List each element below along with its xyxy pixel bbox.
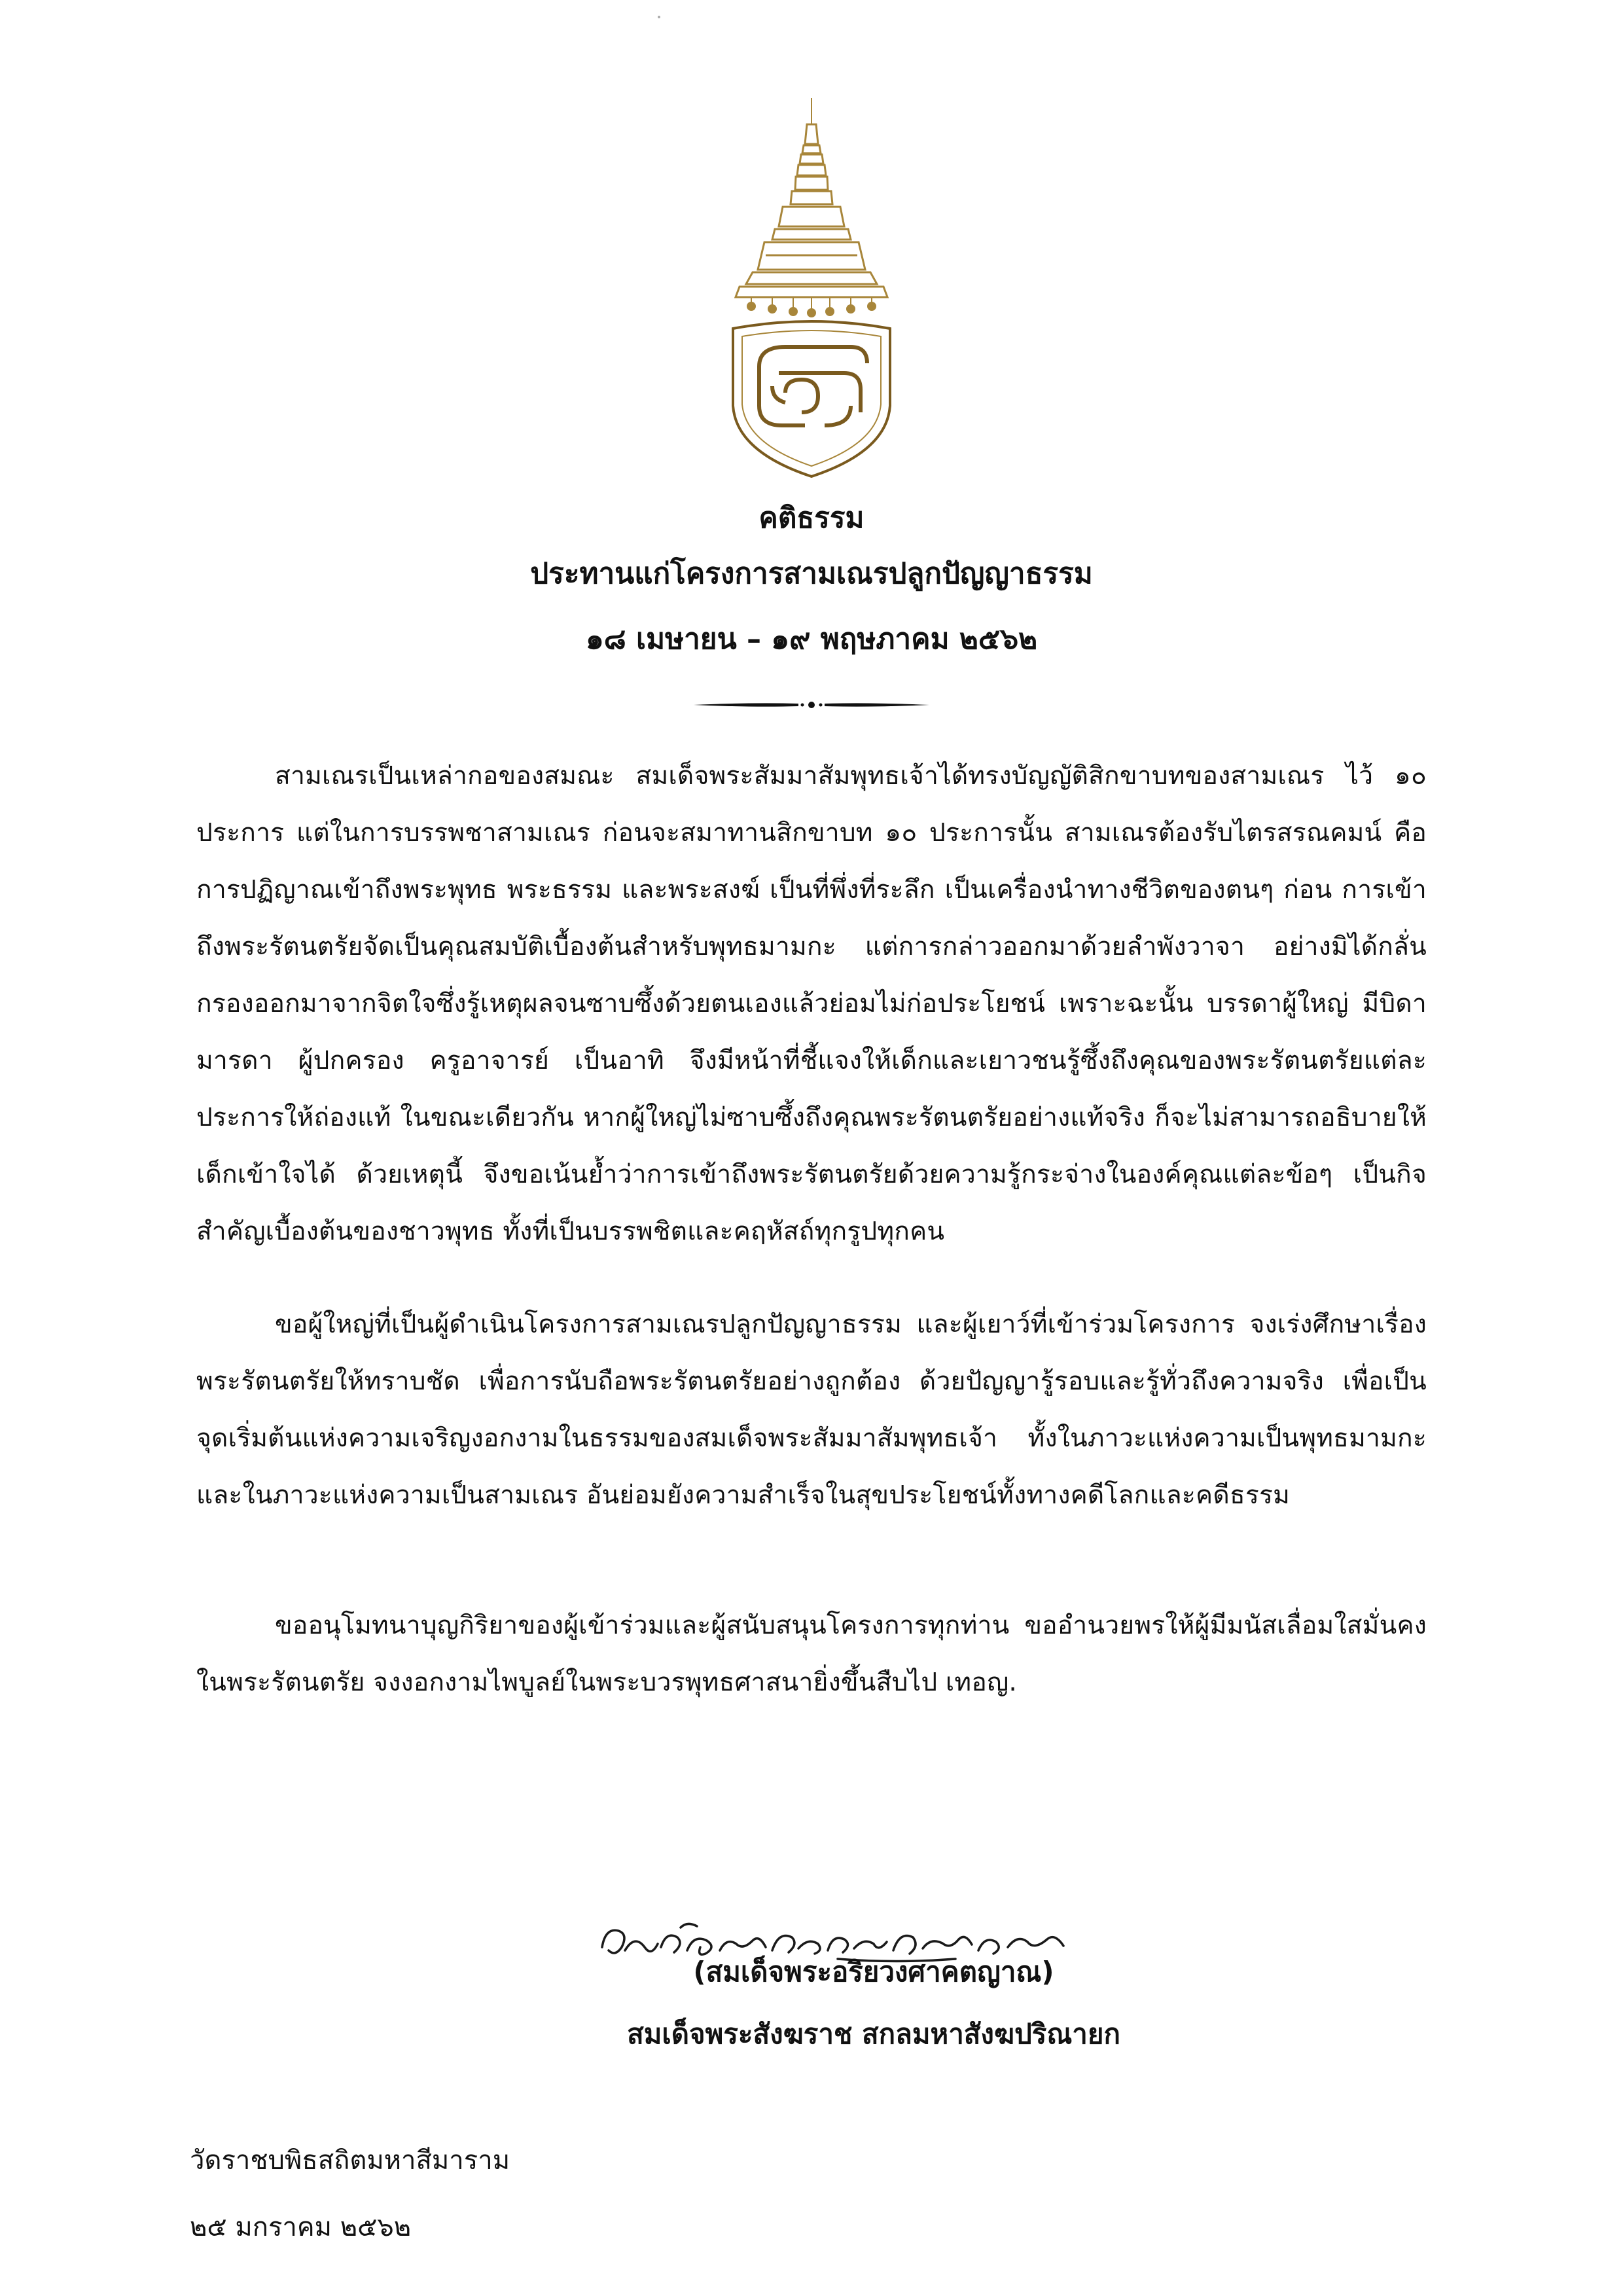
document-subtitle: ประทานแก่โครงการสามเณรปลูกปัญญาธรรม <box>530 557 1093 590</box>
issuing-place: วัดราชบพิธสถิตมหาสีมาราม <box>190 2145 510 2176</box>
document-title: คติธรรม <box>758 501 865 535</box>
ornamental-divider-icon <box>694 695 929 715</box>
body-paragraph-1: สามเณรเป็นเหล่ากอของสมณะ สมเด็จพระสัมมาสัมพุทธเจ้าได้ทรงบัญญัติสิกขาบทของสามเณร ไว้ ๑๐ ประการ แต่ในการบรรพชาสามเณร ก่อนจะสมาทานสิกขาบท ๑๐ ประการนั้น สามเณรต้องรับไตรสรณคมน์ คือการปฏิญาณเข้าถึงพระพุทธ พระธรรม และพระสงฆ์ เป็นที่พึ่งที่ระลึก เป็นเครื่องนำทางชีวิตของตนๆ ก่อน การเข้าถึงพระรัตนตรัยจัดเป็นคุณสมบัติเบื้องต้นสำหรับพุทธมามกะ แต่การกล่าวออกมาด้วยลำพังวาจา อย่างมิได้กลั่นกรองออกมาจากจิตใจซึ่งรู้เหตุผลจนซาบซึ้งด้วยตนเองแล้วย่อมไม่ก่อประโยชน์ เพราะฉะนั้น บรรดาผู้ใหญ่ มีบิดามารดา ผู้ปกครอง ครูอาจารย์ เป็นอาทิ จึงมีหน้าที่ชี้แจงให้เด็กและเยาวชนรู้ซึ้งถึงคุณของพระรัตนตรัยแต่ละประการให้ถ่องแท้ ในขณะเดียวกัน หากผู้ใหญ่ไม่ซาบซึ้งถึงคุณพระรัตนตรัยอย่างแท้จริง ก็จะไม่สามารถอธิบายให้เด็กเข้าใจได้ ด้วยเหตุนี้ จึงขอเน้นย้ำว่าการเข้าถึงพระรัตนตรัยด้วยความรู้กระจ่างในองค์คุณแต่ละข้อๆ เป็นกิจสำคัญเบื้องต้นของชาวพุทธ ทั้งที่เป็นบรรพชิตและคฤหัสถ์ทุกรูปทุกคน <box>196 761 1427 1246</box>
royal-emblem-icon <box>720 98 903 478</box>
scan-speck <box>658 16 660 18</box>
document-date-range: ๑๘ เมษายน – ๑๙ พฤษภาคม ๒๕๖๒ <box>585 622 1038 656</box>
signatory-title: สมเด็จพระสังฆราช สกลมหาสังฆปริณายก <box>627 2018 1120 2050</box>
body-paragraph-3: ขออนุโมทนาบุญกิริยาของผู้เข้าร่วมและผู้สนับสนุนโครงการทุกท่าน ขออำนวยพรให้ผู้มีมนัสเลื่อมใสมั่นคงในพระรัตนตรัย จงงอกงามไพบูลย์ในพระบวรพุทธศาสนายิ่งขึ้นสืบไป เทอญ. <box>196 1611 1427 1697</box>
body-paragraph-2: ขอผู้ใหญ่ที่เป็นผู้ดำเนินโครงการสามเณรปลูกปัญญาธรรม และผู้เยาว์ที่เข้าร่วมโครงการ จงเร่งศึกษาเรื่องพระรัตนตรัยให้ทราบชัด เพื่อการนับถือพระรัตนตรัยอย่างถูกต้อง ด้วยปัญญารู้รอบและรู้ทั่วถึงความจริง เพื่อเป็นจุดเริ่มต้นแห่งความเจริญงอกงามในธรรมของสมเด็จพระสัมมาสัมพุทธเจ้า ทั้งในภาวะแห่งความเป็นพุทธมามกะและในภาวะแห่งความเป็นสามเณร อันย่อมยังความสำเร็จในสุขประโยชน์ทั้งทางคดีโลกและคดีธรรม <box>196 1310 1427 1510</box>
signatory-name: (สมเด็จพระอริยวงศาคตญาณ) <box>693 1956 1054 1988</box>
issue-date: ๒๕ มกราคม ๒๕๖๒ <box>190 2212 412 2242</box>
